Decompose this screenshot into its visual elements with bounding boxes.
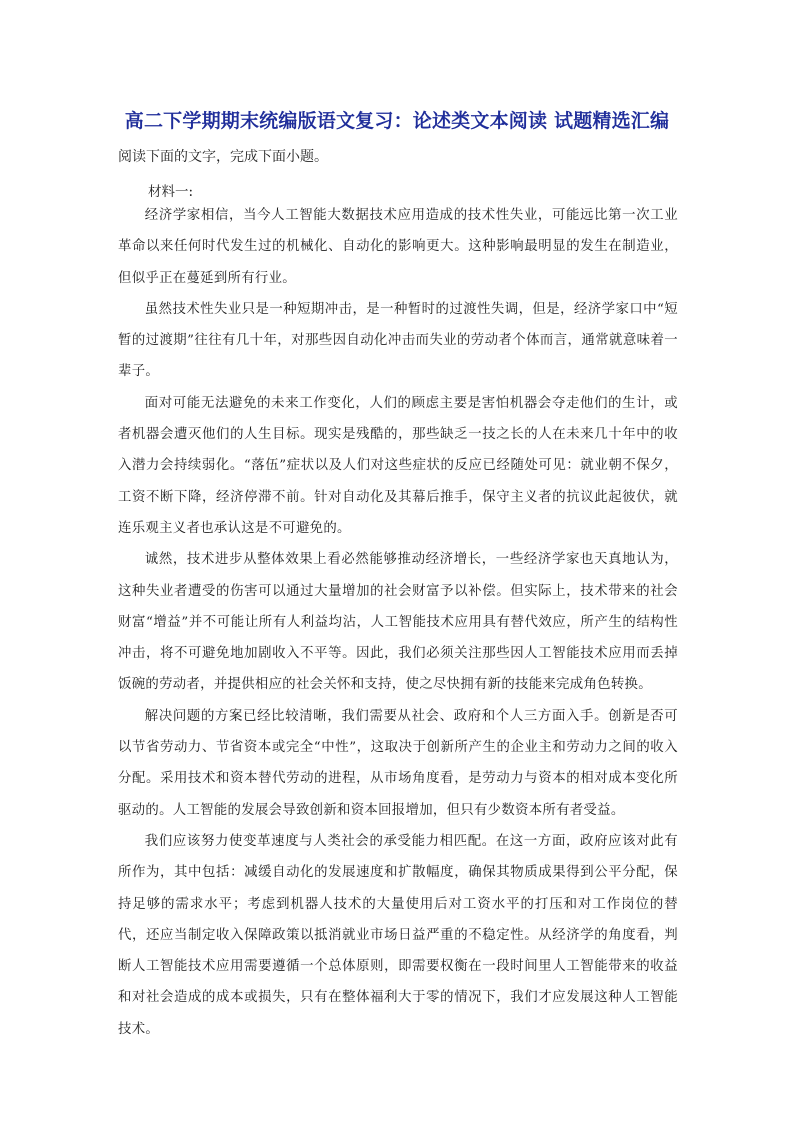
paragraph: 诚然，技术进步从整体效果上看必然能够推动经济增长，一些经济学家也天真地认为，这种失业者遭受的伤害可以通过大量增加的社会财富予以补偿。但实际上，技术带来的社会财富“增益”并不可能让所有人利益均沾，人工智能技术应用具有替代效应，所产生的结构性冲击，将不可避免地加剧收入不平等。因此，我们必须关注那些因人工智能技术应用而丢掉饭碗的劳动者，并提供相应的社会关怀和支持，使之尽快拥有新的技能来完成角色转换。 <box>118 552 678 693</box>
paragraph: 解决问题的方案已经比较清晰，我们需要从社会、政府和个人三方面入手。创新是否可以节省劳动力、节省资本或完全“中性”，这取决于创新所产生的企业主和劳动力之间的收入分配。采用技术和资本替代劳动的进程，从市场角度看，是劳动力与资本的相对成本变化所驱动的。人工智能的发展会导致创新和资本回报增加，但只有少数资本所有者受益。 <box>118 708 678 818</box>
paragraph: 虽然技术性失业只是一种短期冲击，是一种暂时的过渡性失调，但是，经济学家口中“短暂的过渡期”往往有几十年，对那些因自动化冲击而失业的劳动者个体而言，通常就意味着一辈子。 <box>118 301 678 380</box>
document-title: 高二下学期期末统编版语文复习：论述类文本阅读 试题精选汇编 <box>124 110 670 132</box>
paragraph: 面对可能无法避免的未来工作变化，人们的顾虑主要是害怕机器会夺走他们的生计，或者机器会遭灭他们的人生目标。现实是残酷的，那些缺乏一技之长的人在未来几十年中的收入潜力会持续弱化。“落伍”症状以及人们对这些症状的反应已经随处可见：就业朝不保夕，工资不断下降，经济停滞不前。针对自动化及其幕后推手，保守主义者的抗议此起彼伏，就连乐观主义者也承认这是不可避免的。 <box>118 395 678 536</box>
reading-instruction: 阅读下面的文字，完成下面小题。 <box>118 149 328 165</box>
paragraph: 我们应该努力使变革速度与人类社会的承受能力相匹配。在这一方面，政府应该对此有所作为，其中包括：减缓自动化的发展速度和扩散幅度，确保其物质成果得到公平分配，保持足够的需求水平；考虑到机器人技术的大量使用后对工资水平的打压和对工作岗位的替代，还应当制定收入保障政策以抵消就业市场日益严重的不稳定性。从经济学的角度看，判断人工智能技术应用需要遵循一个总体原则，即需要权衡在一段时间里人工智能带来的收益和对社会造成的成本或损失，只有在整体福利大于零的情况下，我们才应发展这种人工智能技术。 <box>118 833 678 1037</box>
article-body <box>118 200 678 1045</box>
paragraph: 经济学家相信，当今人工智能大数据技术应用造成的技术性失业，可能远比第一次工业革命以来任何时代发生过的机械化、自动化的影响更大。这种影响最明显的发生在制造业，但似乎正在蔓延到所有行业。 <box>118 208 678 286</box>
material-label: 材料一: <box>148 184 194 200</box>
